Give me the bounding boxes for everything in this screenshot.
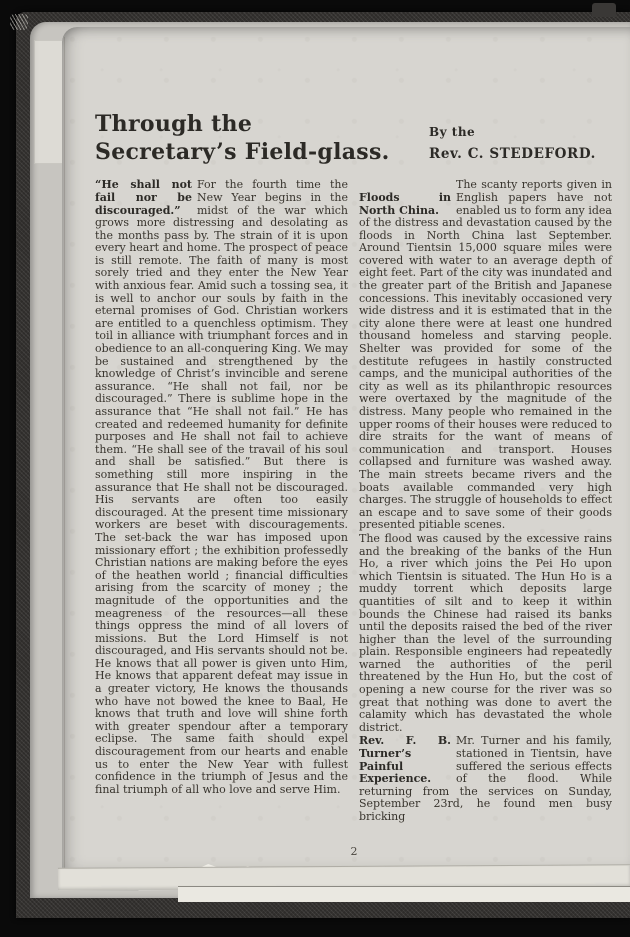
masthead xyxy=(95,110,613,166)
paragraph-turner-text: Mr. Turner and his family, stationed in Tientsin, have suffered the serious effects of the flood. While returning from the services on Sunday, September 23rd, he found men busy bricking xyxy=(359,734,612,823)
sidenote-turner-experience: Rev. F. B. Turner’s Painful Experience. xyxy=(359,734,451,786)
page-title xyxy=(95,110,390,166)
paragraph-new-year-text: For the fourth time the New Year begins in the midst of the war which grows more distressing and desolating as the months pass by. The strain of it is upon every heart and home. The prospect of peace is still remote. The faith of many is most sorely tried and they enter the New Year with anxious fear. Amid such a tossing sea, it is well to anchor our souls by faith in the eternal promises of God. Christian workers are entitled to a quenchless optimism. They toil in alliance with triumphant forces and in obedience to an all-conquering King. We may be sustained and strengthened by the knowledge of Christ’s invincible and serene assurance. “He shall not fail, nor be discouraged.” There is sublime hope in the assurance that “He shall not fail.” He has created and redeemed humanity for definite purposes and He shall not fail to achieve them. “He shall see of the travail of his soul and shall be satisfied.” But there is something still more inspiring in the assurance that He shall not be discouraged. His servants are often too easily discouraged. At the present time missionary workers are beset with discouragements. The set-back the war has imposed upon missionary effort ; the exhibition professedly Christian nations are making before the eyes of the heathen world ; financial difficulties arising from the scarcity of money ; the magnitude of the opportunities and the meagreness of the resources—all these things oppress the mind of all lovers of missions. But the Lord Himself is not discouraged, and His servants should not be. He knows that all power is given unto Him, He knows that apparent defeat may issue in a greater victory, He knows the thousands who have not bowed the knee to Baal, He knows that truth and love will shine forth with greater spendour after a temporary eclipse. The same faith should expel discouragement from our hearts and enable us to enter the New Year with fullest confidence in the triumph of Jesus and the final triumph of all who love and serve Him. xyxy=(95,178,348,796)
page-number: 2 xyxy=(350,845,358,858)
paragraph-floods-1-text: The scanty reports given in English papers have not enabled us to form any idea of the distress and devastation caused by the floods in North China last September. Around Tientsin 15,000 square miles were covered with water to an average depth of eight feet. Part of the city was inundated and the greater part of the British and Japanese concessions. This inevitably occasioned very wide distress and it is estimated that in the city alone there were at least one hundred thousand homeless and starving people. Shelter was provided for some of the destitute refugees in hastily constructed camps, and the municipal authorities of the city as well as its philanthropic resources were overtaxed by the magnitude of the distress. Many people who remained in the upper rooms of their houses were reduced to dire straits for the want of means of communication and transport. Houses collapsed and furniture was washed away. The main streets became rivers and the boats available commanded very high charges. The struggle of households to effect an escape and to save some of their goods presented pitiable scenes. xyxy=(359,178,612,532)
paragraph-floods-2 xyxy=(359,533,612,735)
title-line-1: Through the xyxy=(95,111,253,137)
column-left xyxy=(95,179,348,823)
paragraph-floods-2-text: The flood was caused by the excessive rains and the breaking of the banks of the Hun Ho, a river which joins the Pei Ho upon which Tientsin is situated. The Hun Ho is a muddy torrent which deposits large quantities of silt and to keep it within bounds the Chinese had raised its banks until the deposits raised the bed of the river higher than the level of the surrounding plain. Responsible engineers had repeatedly warned the authorities of the peril threatened by the Hun Ho, but the cost of opening a new course for the river was so great that nothing was done to avert the calamity which has devastated the whole district. xyxy=(359,531,612,734)
paragraph-floods-1 xyxy=(359,179,612,532)
paragraph-new-year xyxy=(95,179,348,796)
sidenote-he-shall-not-fail: “He shall not fail nor be discouraged.” xyxy=(95,178,192,217)
paper-scrap-edge xyxy=(34,40,65,164)
author-name: Rev. C. STEDEFORD. xyxy=(429,146,596,162)
book-cover-corner-bump xyxy=(592,3,616,17)
byline-prefix: By the xyxy=(429,125,476,139)
text-columns xyxy=(95,179,613,823)
page-fold-line xyxy=(64,37,65,868)
paragraph-turner xyxy=(359,735,612,823)
page-edge-strip-lower xyxy=(178,886,630,902)
column-right xyxy=(359,179,612,823)
byline xyxy=(429,125,613,162)
title-line-2: Secretary’s Field-glass. xyxy=(95,139,390,166)
printed-content xyxy=(95,110,613,824)
worn-corner-threads xyxy=(10,14,28,30)
sidenote-floods-north-china: Floods in North China. xyxy=(359,190,451,217)
